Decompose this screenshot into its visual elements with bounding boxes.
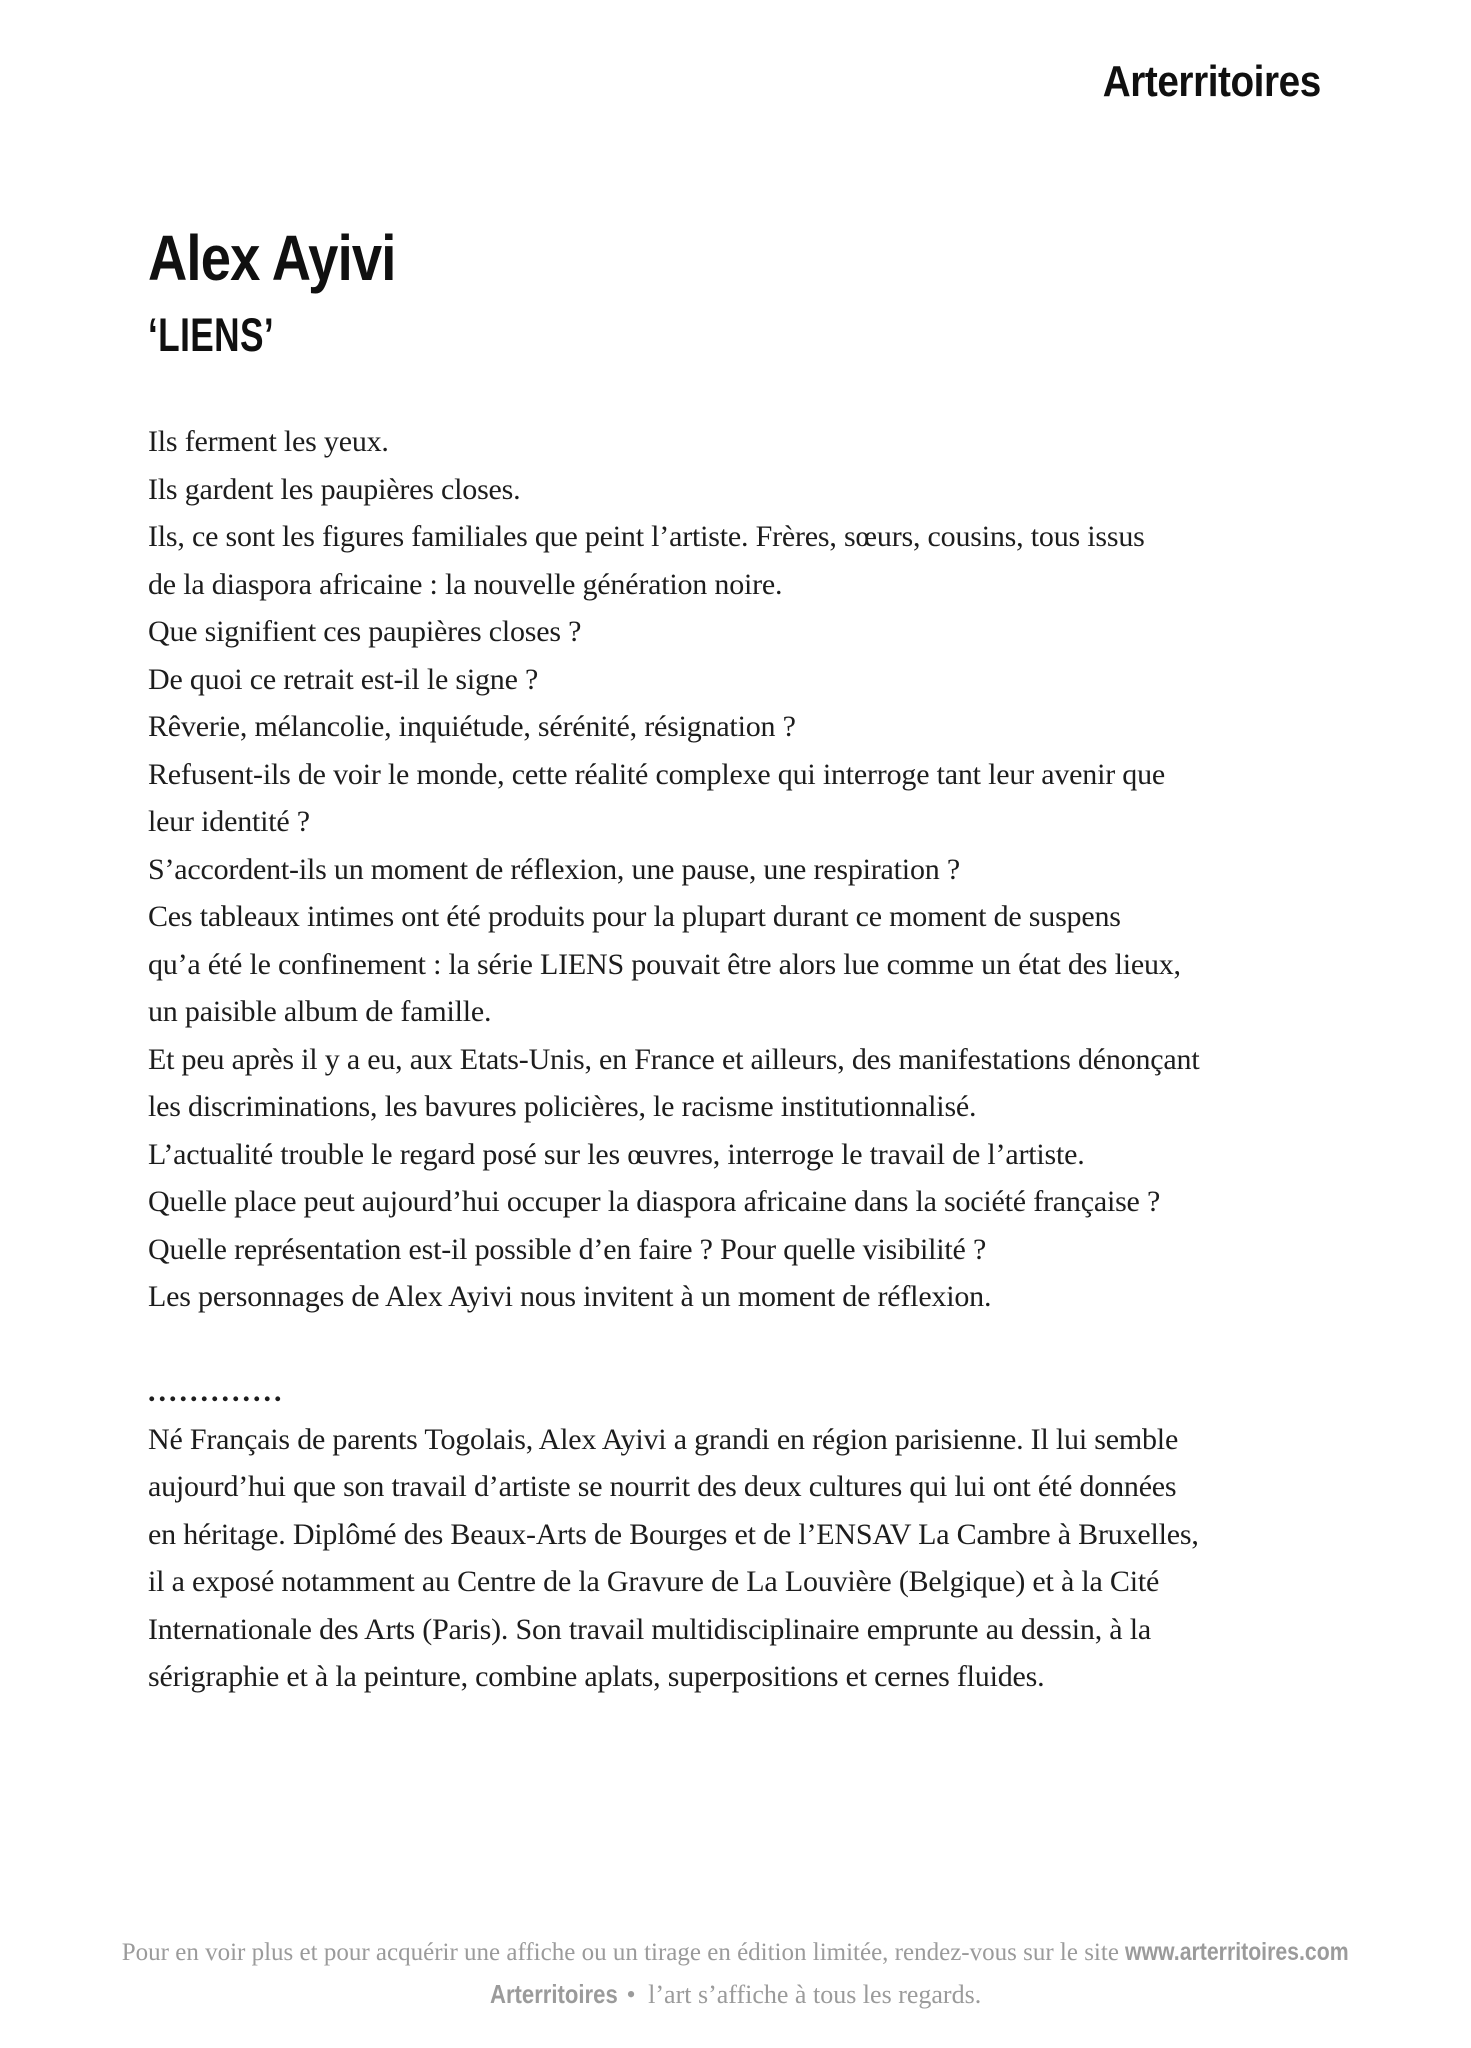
text-line: il a exposé notamment au Centre de la Gravure de La Louvière (Belgique) et à la Cité xyxy=(148,1565,1160,1598)
text-line: sérigraphie et à la peinture, combine aplats, superpositions et cernes fluides. xyxy=(148,1660,1045,1693)
text-line: Ils ferment les yeux. xyxy=(148,425,389,458)
footer-info-text: Pour en voir plus et pour acquérir une affiche ou un tirage en édition limitée, rendez-vous sur le site xyxy=(121,1939,1126,1966)
separator-dots: ............. xyxy=(148,1375,285,1408)
text-line: qu’a été le confinement : la série LIENS pouvait être alors lue comme un état des lieux, xyxy=(148,947,1181,981)
bio-section xyxy=(148,1368,1348,1701)
text-line: Les personnages de Alex Ayivi nous invitent à un moment de réflexion. xyxy=(148,1280,992,1313)
website-url[interactable]: www.arterritoires.com xyxy=(1125,1938,1349,1966)
text-line: Quelle représentation est-il possible d’en faire ? Pour quelle visibilité ? xyxy=(148,1232,987,1266)
text-line: L’actualité trouble le regard posé sur les œuvres, interroge le travail de l’artiste. xyxy=(148,1137,1085,1171)
text-line: Rêverie, mélancolie, inquiétude, sérénité, résignation ? xyxy=(148,710,796,743)
footer-tagline-line xyxy=(0,1978,1471,2011)
text-line: de la diaspora africaine : la nouvelle génération noire. xyxy=(148,567,783,601)
text-line: S’accordent-ils un moment de réflexion, une pause, une respiration ? xyxy=(148,852,960,886)
text-line: aujourd’hui que son travail d’artiste se nourrit des deux cultures qui lui ont été données xyxy=(148,1470,1177,1503)
text-line: Ils gardent les paupières closes. xyxy=(148,472,521,506)
text-line: Ils, ce sont les figures familiales que peint l’artiste. Frères, sœurs, cousins, tous issus xyxy=(148,520,1145,553)
artist-name: Alex Ayivi xyxy=(148,222,396,294)
text-line: Ces tableaux intimes ont été produits pour la plupart durant ce moment de suspens xyxy=(148,900,1121,933)
text-line: Né Français de parents Togolais, Alex Ayivi a grandi en région parisienne. Il lui semble xyxy=(148,1422,1179,1456)
intro-paragraph xyxy=(148,418,1348,1321)
footer-tagline-text: l’art s’affiche à tous les regards. xyxy=(648,1980,982,2009)
footer-info-line xyxy=(0,1937,1471,1968)
text-line: Internationale des Arts (Paris). Son travail multidisciplinaire emprunte au dessin, à la xyxy=(148,1612,1151,1646)
bullet-separator: • xyxy=(626,1980,636,2009)
text-line: Quelle place peut aujourd’hui occuper la diaspora africaine dans la société française ? xyxy=(148,1185,1161,1218)
text-line: leur identité ? xyxy=(148,805,310,838)
text-line: un paisible album de famille. xyxy=(148,995,492,1028)
bio-paragraph xyxy=(148,1416,1348,1701)
footer-brand-text: Arterritoires xyxy=(489,1979,618,2009)
series-title-text: ‘LIENS’ xyxy=(148,308,275,361)
text-line: Refusent-ils de voir le monde, cette réalité complexe qui interroge tant leur avenir que xyxy=(148,757,1166,791)
text-line: en héritage. Diplômé des Beaux-Arts de Bourges et de l’ENSAV La Cambre à Bruxelles, xyxy=(148,1517,1199,1551)
brand-logo-text: Arterritoires xyxy=(1102,57,1321,106)
text-line: De quoi ce retrait est-il le signe ? xyxy=(148,662,539,696)
text-line: Et peu après il y a eu, aux Etats-Unis, en France et ailleurs, des manifestations dénonçant xyxy=(148,1042,1200,1076)
page-title xyxy=(148,222,439,294)
text-line: Que signifient ces paupières closes ? xyxy=(148,615,582,648)
text-line: les discriminations, les bavures policières, le racisme institutionnalisé. xyxy=(148,1090,977,1123)
series-title xyxy=(148,308,316,361)
brand-header xyxy=(1073,57,1321,106)
